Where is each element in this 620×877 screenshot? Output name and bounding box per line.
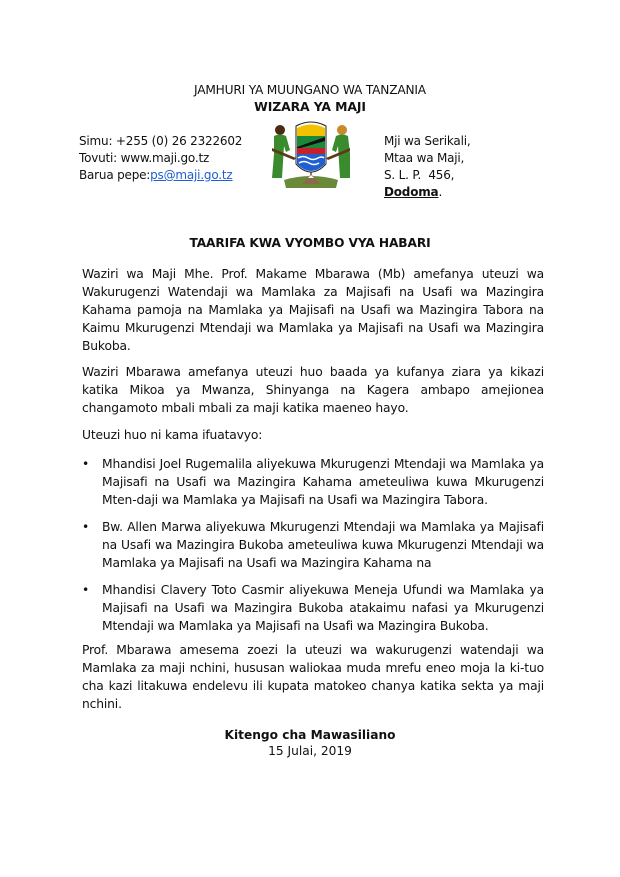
appointments-list [82, 455, 544, 644]
paragraph-3: Uteuzi huo ni kama ifuatavyo: [82, 428, 263, 442]
republic-heading: JAMHURI YA MUUNGANO WA TANZANIA [194, 83, 426, 97]
po-box-line: S. L. P. 456, [384, 168, 455, 182]
email-link[interactable]: ps@maji.go.tz [150, 168, 233, 182]
bullet-icon: • [82, 457, 90, 471]
contact-block-right [384, 133, 470, 201]
release-date: 15 Julai, 2019 [268, 744, 352, 758]
list-item [82, 581, 544, 635]
signature-unit: Kitengo cha Mawasiliano [224, 728, 396, 742]
bullet-icon: • [82, 583, 90, 597]
email-label: Barua pepe: [79, 168, 151, 182]
phone-line: Simu: +255 (0) 26 2322602 [79, 134, 243, 148]
document-title: TAARIFA KWA VYOMBO VYA HABARI [189, 236, 431, 250]
appointment-text: Bw. Allen Marwa aliyekuwa Mkurugenzi Mtendaji wa Mamlaka ya Majisafi na Usafi wa Mazingira Bukoba ameteuliwa kuwa Mkurugenzi Mtendaji wa Mamlaka ya Majisafi na Usafi wa Mazingira Kahama na [102, 520, 544, 570]
tanzania-coat-of-arms-icon [266, 118, 356, 194]
website-line: Tovuti: www.maji.go.tz [79, 151, 210, 165]
list-item [82, 455, 544, 509]
ministry-heading: WIZARA YA MAJI [254, 99, 366, 114]
appointment-text: Mhandisi Joel Rugemalila aliyekuwa Mkurugenzi Mtendaji wa Mamlaka ya Majisafi na Usafi wa Mazingira Kahama ameteuliwa kuwa Mkurugenzi Mten-daji wa Mamlaka ya Majisafi na Usafi wa Mazingira Tabora. [102, 457, 544, 507]
bullet-icon: • [82, 520, 90, 534]
appointment-text: Mhandisi Clavery Toto Casmir aliyekuwa Meneja Ufundi wa Mamlaka ya Majisafi na Usafi wa Mazingira Bukoba atakaimu nafasi ya Mkurugenzi Mtendaji wa Mamlaka ya Majisafi na Usafi wa Mazingira Bukoba. [102, 583, 544, 633]
address-line-2: Mtaa wa Maji, [384, 151, 465, 165]
paragraph-1: Waziri wa Maji Mhe. Prof. Makame Mbarawa (Mb) amefanya uteuzi wa Wakurugenzi Watendaji wa Mamlaka za Majisafi na Usafi wa Mazingira Kahama pamoja na Mamlaka ya Majisafi na Usafi wa Mazingira Tabora na Kaimu Mkurugenzi Mtendaji wa Mamlaka ya Majisafi na Usafi wa Mazingira Bukoba. [82, 267, 544, 353]
contact-block-left [79, 133, 242, 184]
paragraph-4: Prof. Mbarawa amesema zoezi la uteuzi wa wakurugenzi watendaji wa Mamlaka za maji nchini, hususan waliokaa muda mrefu eneo moja la ki-tuo cha kazi litakuwa endelevu ili kupata matokeo chanya katika sekta ya maji nchini. [82, 643, 544, 711]
city-suffix: . [438, 185, 443, 199]
address-line-1: Mji wa Serikali, [384, 134, 471, 148]
email-line [79, 167, 242, 184]
city-line [384, 184, 470, 201]
list-item [82, 518, 544, 572]
paragraph-2: Waziri Mbarawa amefanya uteuzi huo baada ya kufanya ziara ya kikazi katika Mikoa ya Mwanza, Shinyanga na Kagera ambapo amejionea changamoto mbali mbali za maji katika maeneo hayo. [82, 365, 544, 415]
city-name: Dodoma [384, 185, 439, 199]
